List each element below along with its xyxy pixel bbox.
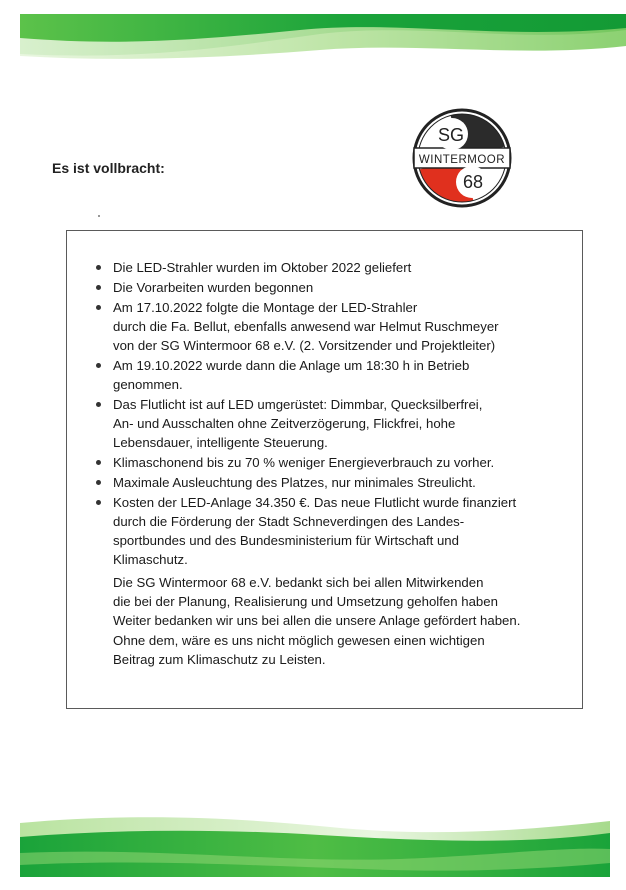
club-logo bbox=[412, 108, 512, 208]
scan-speck bbox=[98, 215, 100, 217]
closing-line: die bei der Planung, Realisierung und Umsetzung geholfen haben bbox=[113, 594, 498, 610]
footer-wave-decoration bbox=[0, 813, 626, 885]
content-box bbox=[66, 230, 583, 709]
club-logo-badge bbox=[412, 108, 512, 208]
closing-line: Weiter bedanken wir uns bei allen die unsere Anlage gefördert haben. bbox=[113, 613, 521, 629]
bullet-item bbox=[95, 258, 575, 277]
bullet-line: durch die Förderung der Stadt Schneverdingen des Landes- bbox=[113, 514, 465, 529]
bullet-line: Am 17.10.2022 folgte die Montage der LED-Strahler bbox=[113, 300, 418, 315]
bullet-line: genommen. bbox=[113, 377, 183, 392]
bullet-line: Klimaschonend bis zu 70 % weniger Energieverbrauch zu vorher. bbox=[113, 455, 495, 470]
closing-paragraph bbox=[113, 573, 573, 669]
logo-text-wintermoor: WINTERMOOR bbox=[418, 154, 506, 166]
logo-text-sg: SG bbox=[438, 125, 465, 145]
bullet-line: An- und Ausschalten ohne Zeitverzögerung, Flickfrei, hohe bbox=[113, 416, 456, 431]
bullet-item bbox=[95, 453, 575, 472]
header-wave-graphic bbox=[0, 0, 626, 64]
page-heading: Es ist vollbracht: bbox=[52, 160, 165, 176]
closing-line: Ohne dem, wäre es uns nicht möglich gewesen einen wichtigen bbox=[113, 632, 485, 648]
bullet-item bbox=[95, 395, 575, 452]
bullet-line: Das Flutlicht ist auf LED umgerüstet: Dimmbar, Quecksilberfrei, bbox=[113, 397, 483, 412]
bullet-item bbox=[95, 298, 575, 355]
bullet-line: Die Vorarbeiten wurden begonnen bbox=[113, 280, 314, 295]
bullet-line: sportbundes und des Bundesministerium für Wirtschaft und bbox=[113, 533, 459, 548]
bullet-line: Maximale Ausleuchtung des Platzes, nur minimales Streulicht. bbox=[113, 475, 476, 490]
header-wave-decoration bbox=[0, 0, 626, 64]
bullet-item bbox=[95, 278, 575, 297]
closing-line: Die SG Wintermoor 68 e.V. bedankt sich bei allen Mitwirkenden bbox=[113, 575, 484, 590]
closing-line: Beitrag zum Klimaschutz zu Leisten. bbox=[113, 651, 326, 667]
bullet-list bbox=[95, 258, 575, 570]
footer-wave-graphic bbox=[0, 813, 626, 885]
bullet-item bbox=[95, 356, 575, 394]
bullet-line: Am 19.10.2022 wurde dann die Anlage um 18:30 h in Betrieb bbox=[113, 358, 470, 373]
bullet-line: durch die Fa. Bellut, ebenfalls anwesend war Helmut Ruschmeyer bbox=[113, 319, 499, 334]
bullet-item bbox=[95, 473, 575, 492]
bullet-line: Klimaschutz. bbox=[113, 552, 188, 567]
bullet-line: Lebensdauer, intelligente Steuerung. bbox=[113, 435, 328, 450]
bullet-item bbox=[95, 493, 575, 569]
bullet-line: Kosten der LED-Anlage 34.350 €. Das neue Flutlicht wurde finanziert bbox=[113, 495, 517, 510]
logo-text-68: 68 bbox=[463, 172, 484, 192]
bullet-line: von der SG Wintermoor 68 e.V. (2. Vorsitzender und Projektleiter) bbox=[113, 338, 496, 353]
bullet-line: Die LED-Strahler wurden im Oktober 2022 geliefert bbox=[113, 260, 412, 275]
